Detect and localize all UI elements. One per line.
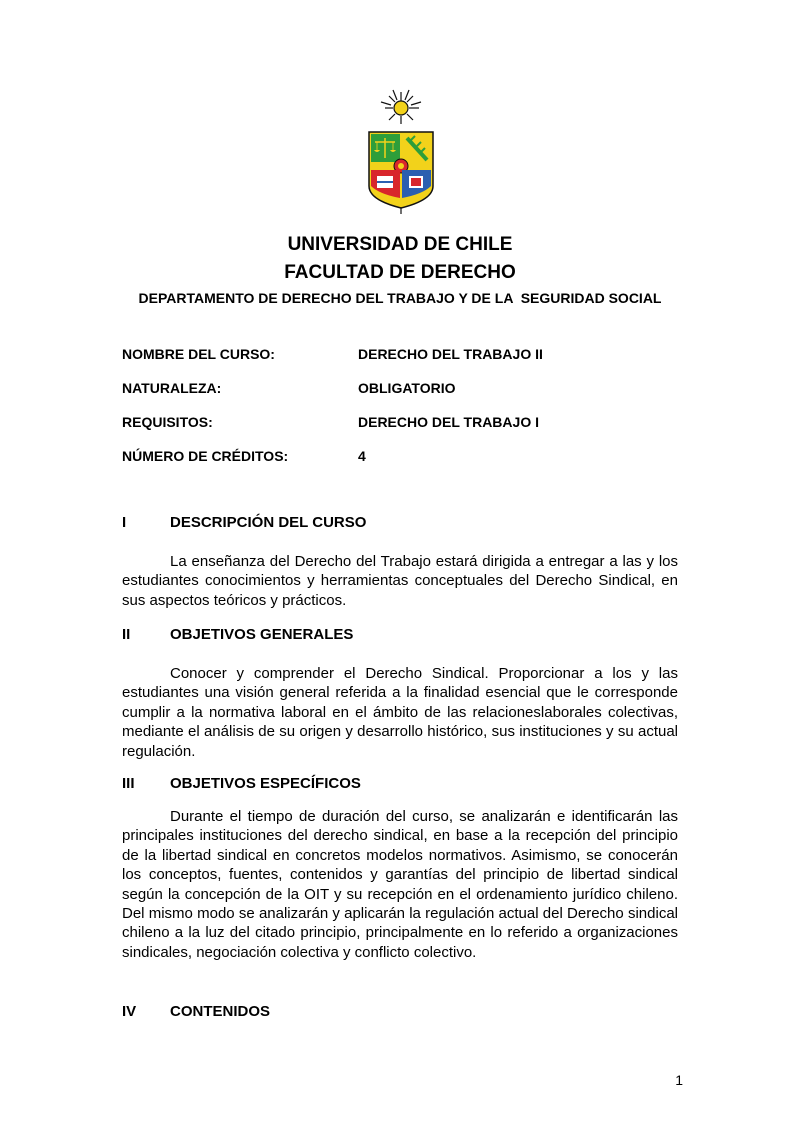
credits-value: 4 <box>358 448 366 464</box>
credits-label: NÚMERO DE CRÉDITOS: <box>122 448 289 464</box>
university-crest-icon <box>363 86 439 214</box>
section-title: OBJETIVOS ESPECÍFICOS <box>170 775 361 792</box>
nature-label: NATURALEZA: <box>122 380 222 396</box>
university-title: UNIVERSIDAD DE CHILE <box>287 234 513 255</box>
requirements-label: REQUISITOS: <box>122 414 213 430</box>
section-text-description: La enseñanza del Derecho del Trabajo estará dirigida a entregar a las y los estudiantes conocimientos y herramientas conceptuales del Derecho Sindical, en sus aspectos teóricos y prácticos. <box>122 553 678 609</box>
department-title: DEPARTAMENTO DE DERECHO DEL TRABAJO Y DE LA SEGURIDAD SOCIAL <box>138 290 662 306</box>
course-name-value: DERECHO DEL TRABAJO II <box>358 346 543 362</box>
section-text-general-objectives: Conocer y comprender el Derecho Sindical. Proporcionar a los y las estudiantes una visión general referida a la finalidad esencial que le corresponde cumplir a la normativa laboral en el ámbito de las relacioneslaborales colectivas, mediante el análisis de su origen y desarrollo histórico, sus instituciones y su actual regulación. <box>122 665 678 760</box>
section-number: I <box>122 514 127 531</box>
section-title: CONTENIDOS <box>170 1003 271 1020</box>
requirements-value: DERECHO DEL TRABAJO I <box>358 414 539 430</box>
faculty-title: FACULTAD DE DERECHO <box>284 262 516 283</box>
nature-value: OBLIGATORIO <box>358 380 456 396</box>
section-number: IV <box>122 1003 137 1020</box>
section-number: III <box>122 775 135 792</box>
shield-icon <box>369 132 433 208</box>
section-text-specific-objectives: Durante el tiempo de duración del curso, se analizarán e identificarán las principales instituciones del derecho sindical, en base a la recepción del principio de la libertad sindical en concretos modelos normativos. Asimismo, se conocerán los conceptos, fuentes, contenidos y garantías del principio de libertad sindical según la concepción de la OIT y su recepción en el ordenamiento jurídico chileno. Del mismo modo se analizarán y aplicarán la regulación actual del Derecho sindical chileno a la luz del citado principio, principalmente en lo referido a organizaciones sindicales, negociación colectiva y conflicto colectivo. <box>122 808 678 961</box>
section-title: DESCRIPCIÓN DEL CURSO <box>170 514 367 531</box>
section-number: II <box>122 626 131 643</box>
page-number: 1 <box>675 1072 683 1088</box>
section-title: OBJETIVOS GENERALES <box>170 626 354 643</box>
course-name-label: NOMBRE DEL CURSO: <box>122 346 275 362</box>
sun-icon <box>381 90 421 124</box>
